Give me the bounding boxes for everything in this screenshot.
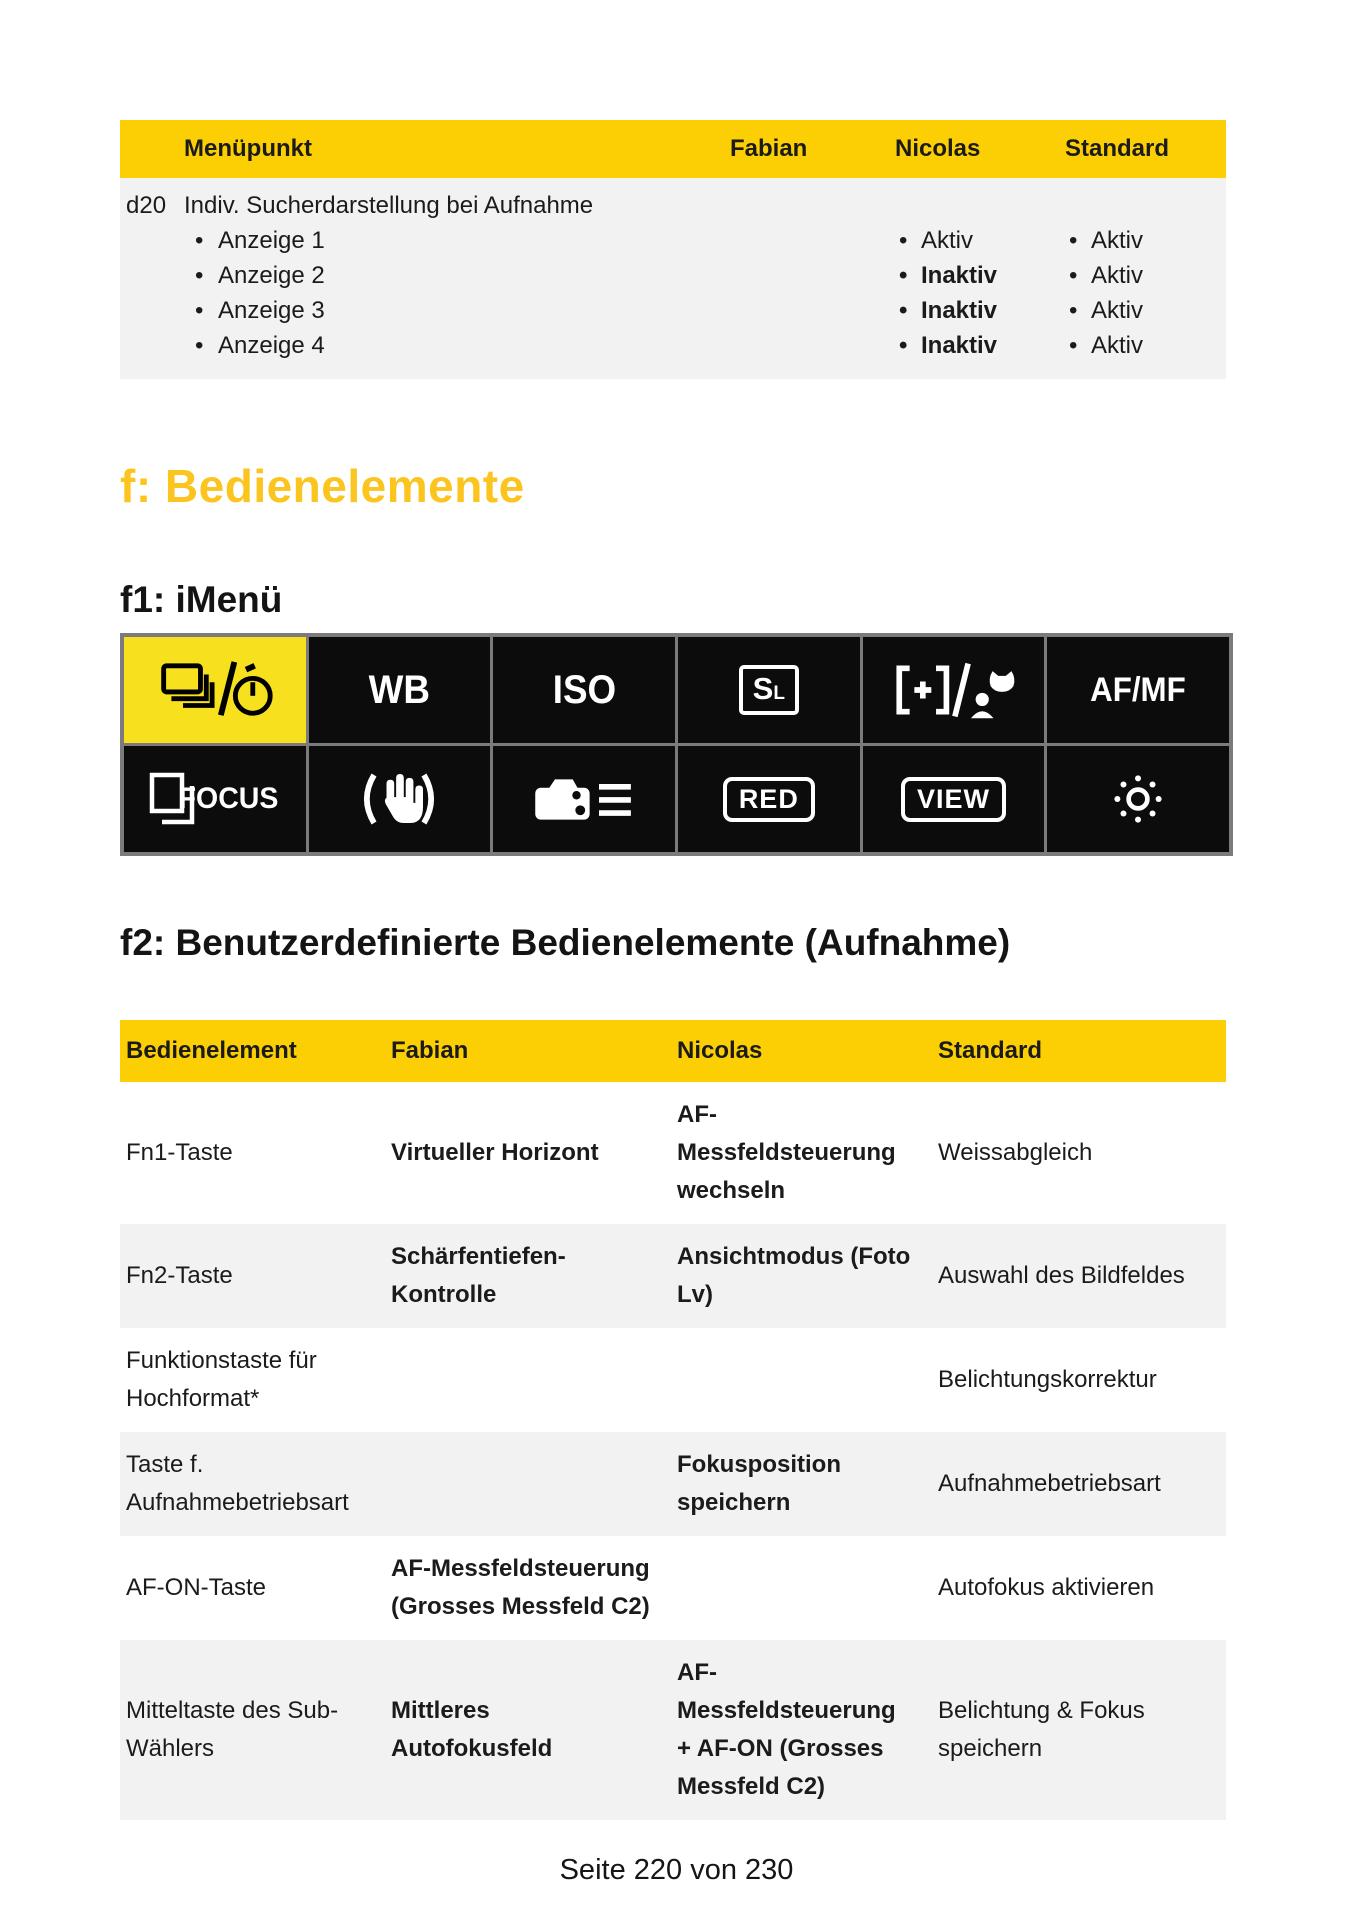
nicolas-cell: Fokusposition speichern bbox=[677, 1451, 841, 1516]
control-cell: Taste f. Aufnahmebetriebsart bbox=[126, 1451, 349, 1516]
control-cell: Mitteltaste des Sub-Wählers bbox=[126, 1697, 339, 1762]
menu-item-code: d20 bbox=[126, 192, 167, 219]
value-item: • Aktiv bbox=[1065, 258, 1226, 293]
value-item: • Aktiv bbox=[895, 223, 1065, 258]
shooting-menu-bank-icon bbox=[526, 769, 642, 829]
imenu-cell-view bbox=[863, 746, 1045, 852]
standard-cell: Aufnahmebetriebsart bbox=[938, 1470, 1161, 1497]
nicolas-values-cell bbox=[895, 188, 1065, 363]
standard-cell: Belichtung & Fokus speichern bbox=[938, 1697, 1145, 1762]
brightness-icon bbox=[1108, 769, 1168, 829]
menu-settings-table bbox=[120, 120, 1226, 379]
control-cell: Fn2-Taste bbox=[126, 1262, 233, 1289]
value-item: • Aktiv bbox=[1065, 293, 1226, 328]
imenu-cell-subject-detection bbox=[863, 637, 1045, 743]
imenu-screenshot bbox=[120, 633, 1233, 856]
white-balance-icon: WB bbox=[368, 667, 431, 712]
col-header-menupunkt: Menüpunkt bbox=[184, 135, 312, 162]
value-item: • Aktiv bbox=[1065, 328, 1226, 363]
silent-photography-icon: SL bbox=[739, 665, 799, 715]
red-icon: RED bbox=[723, 777, 815, 822]
table-row bbox=[120, 1432, 1226, 1536]
nicolas-cell: AF-Messfeldsteuerung + AF-ON (Grosses Messfeld C2) bbox=[677, 1659, 896, 1800]
release-mode-self-timer-icon bbox=[156, 659, 274, 721]
menu-item-options bbox=[184, 223, 730, 363]
imenu-cell-peaking-focus bbox=[124, 746, 306, 852]
fabian-cell: Schärfentiefen-Kontrolle bbox=[391, 1243, 566, 1308]
imenu-cell-release-mode bbox=[124, 637, 306, 743]
table-row bbox=[120, 1640, 1226, 1820]
col-header-bedienelement: Bedienelement bbox=[126, 1037, 297, 1064]
standard-cell: Auswahl des Bildfeldes bbox=[938, 1262, 1185, 1289]
col-header-nicolas: Nicolas bbox=[677, 1037, 763, 1064]
fabian-cell: Mittleres Autofokusfeld bbox=[391, 1697, 553, 1762]
view-icon: VIEW bbox=[901, 777, 1006, 822]
col-header-standard: Standard bbox=[938, 1037, 1043, 1064]
value-item: • Inaktiv bbox=[895, 293, 1065, 328]
imenu-cell-iso bbox=[493, 637, 675, 743]
standard-values-cell bbox=[1065, 188, 1226, 363]
page-number: Seite 220 von 230 bbox=[559, 1854, 794, 1886]
menu-settings-row-d20 bbox=[120, 178, 1226, 379]
subsection-heading-f1: f1: iMenü bbox=[120, 579, 283, 620]
menu-item-cell bbox=[184, 188, 730, 363]
standard-cell: Autofokus aktivieren bbox=[938, 1574, 1155, 1601]
imenu-cell-red bbox=[678, 746, 860, 852]
fabian-cell: Virtueller Horizont bbox=[391, 1139, 599, 1166]
col-header-nicolas: Nicolas bbox=[895, 135, 981, 162]
menu-settings-table-header bbox=[120, 120, 1226, 178]
standard-values bbox=[1065, 188, 1226, 363]
subject-detection-icon bbox=[887, 659, 1019, 721]
af-mf-icon: AF/MF bbox=[1090, 670, 1186, 709]
vibration-reduction-icon bbox=[351, 768, 447, 830]
iso-icon: ISO bbox=[552, 667, 616, 712]
imenu-cell-brightness bbox=[1047, 746, 1229, 852]
table-row bbox=[120, 1224, 1226, 1328]
table-row bbox=[120, 1328, 1226, 1432]
fabian-cell: AF-Messfeldsteuerung (Grosses Messfeld C2) bbox=[391, 1555, 650, 1620]
menu-option: • Anzeige 4 bbox=[184, 328, 730, 363]
imenu-cell-shooting-menu-bank bbox=[493, 746, 675, 852]
imenu-cell-af-mf bbox=[1047, 637, 1229, 743]
section-heading-f: f: Bedienelemente bbox=[120, 460, 525, 512]
custom-controls-table-header bbox=[120, 1020, 1226, 1082]
imenu-cell-white-balance bbox=[309, 637, 491, 743]
fabian-values-cell bbox=[730, 188, 895, 363]
subsection-heading-f2: f2: Benutzerdefinierte Bedienelemente (Aufnahme) bbox=[120, 922, 1011, 963]
value-item: • Aktiv bbox=[1065, 223, 1226, 258]
col-header-fabian: Fabian bbox=[730, 135, 808, 162]
value-item: • Inaktiv bbox=[895, 258, 1065, 293]
imenu-cell-vibration-reduction bbox=[309, 746, 491, 852]
col-header-standard: Standard bbox=[1065, 135, 1170, 162]
control-cell: Funktionstaste für Hochformat* bbox=[126, 1347, 317, 1412]
custom-controls-table bbox=[120, 1020, 1226, 1820]
table-row bbox=[120, 1082, 1226, 1224]
menu-option: • Anzeige 1 bbox=[184, 223, 730, 258]
nicolas-cell: Ansichtmodus (Foto Lv) bbox=[677, 1243, 911, 1308]
control-cell: AF-ON-Taste bbox=[126, 1574, 267, 1601]
value-item: • Inaktiv bbox=[895, 328, 1065, 363]
control-cell: Fn1-Taste bbox=[126, 1139, 233, 1166]
standard-cell: Weissabgleich bbox=[938, 1139, 1093, 1166]
peaking-focus-icon: FOCUS bbox=[148, 770, 281, 828]
page-content bbox=[120, 0, 1226, 1820]
col-header-fabian: Fabian bbox=[391, 1037, 469, 1064]
menu-option: • Anzeige 3 bbox=[184, 293, 730, 328]
standard-cell: Belichtungskorrektur bbox=[938, 1366, 1157, 1393]
imenu-cell-silent-photography bbox=[678, 637, 860, 743]
menu-item-title: Indiv. Sucherdarstellung bei Aufnahme bbox=[184, 192, 594, 219]
table-row bbox=[120, 1536, 1226, 1640]
nicolas-cell: AF-Messfeldsteuerung wechseln bbox=[677, 1101, 896, 1204]
menu-option: • Anzeige 2 bbox=[184, 258, 730, 293]
nicolas-values bbox=[895, 188, 1065, 363]
